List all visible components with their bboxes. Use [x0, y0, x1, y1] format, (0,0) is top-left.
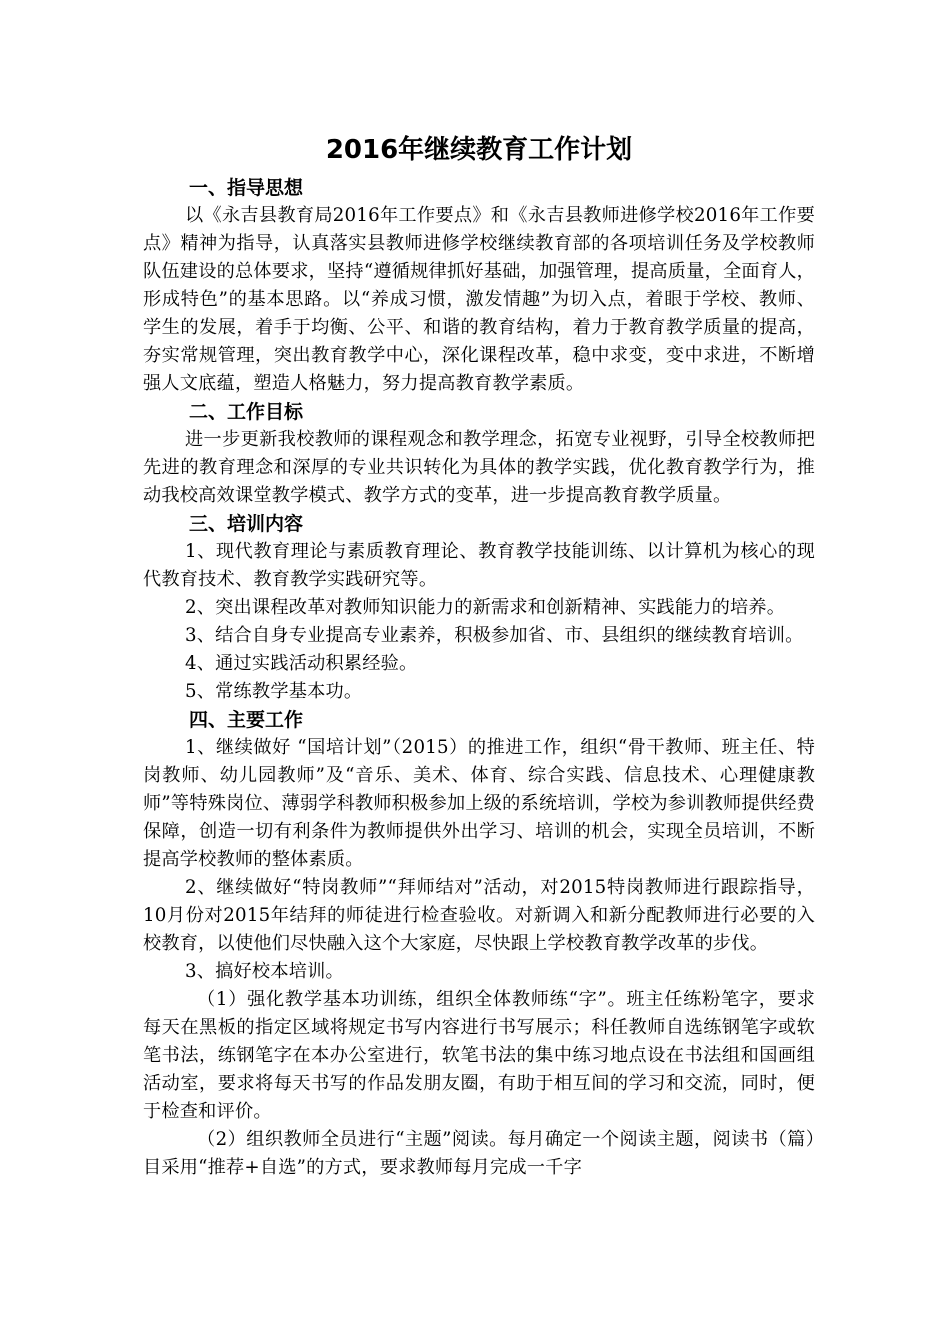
section-training-content [143, 510, 815, 706]
section-heading: 二、工作目标 [189, 401, 304, 423]
section-main-work [143, 706, 815, 1182]
paragraph: 2、继续做好“特岗教师”“拜师结对”活动，对2015特岗教师进行跟踪指导，10月份对2015年结拜的师徒进行检查验收。对新调入和新分配教师进行必要的入校教育，以使他们尽快融入这个大家庭，尽快跟上学校教育教学改革的步伐。 [143, 877, 815, 954]
paragraph: 1、现代教育理论与素质教育理论、教育教学技能训练、以计算机为核心的现代教育技术、教育教学实践研究等。 [143, 541, 815, 590]
paragraph: 以《永吉县教育局2016年工作要点》和《永吉县教师进修学校2016年工作要点》精神为指导，认真落实县教师进修学校继续教育部的各项培训任务及学校教师队伍建设的总体要求，坚持“遵循规律抓好基础，加强管理，提高质量，全面育人，形成特色”的基本思路。以“养成习惯，激发情趣”为切入点，着眼于学校、教师、学生的发展，着手于均衡、公平、和谐的教育结构，着力于教育教学质量的提高，夯实常规管理，突出教育教学中心，深化课程改革，稳中求变，变中求进，不断增强人文底蕴，塑造人格魅力，努力提高教育教学素质。 [143, 205, 815, 394]
paragraph: 2、突出课程改革对教师知识能力的新需求和创新精神、实践能力的培养。 [185, 597, 786, 618]
sub-paragraph: （2）组织教师全员进行“主题”阅读。每月确定一个阅读主题，阅读书（篇）目采用“推荐+自选”的方式，要求教师每月完成一千字 [143, 1129, 815, 1178]
document-title: 2016年继续教育工作计划 [325, 135, 633, 165]
document-page [143, 128, 815, 1182]
paragraph: 3、搞好校本培训。 [185, 961, 344, 982]
section-heading: 三、培训内容 [189, 513, 304, 535]
paragraph: 3、结合自身专业提高专业素养，积极参加省、市、县组织的继续教育培训。 [185, 625, 804, 646]
section-heading: 一、指导思想 [189, 177, 304, 199]
paragraph: 5、常练教学基本功。 [185, 681, 363, 702]
paragraph: 1、继续做好 “国培计划”（2015）的推进工作，组织“骨干教师、班主任、特岗教师、幼儿园教师”及“音乐、美术、体育、综合实践、信息技术、心理健康教师”等特殊岗位、薄弱学科教师积极参加上级的系统培训，学校为参训教师提供经费保障，创造一切有利条件为教师提供外出学习、培训的机会，实现全员培训，不断提高学校教师的整体素质。 [143, 737, 815, 870]
section-guiding-ideology [143, 174, 815, 398]
paragraph: 4、通过实践活动积累经验。 [185, 653, 418, 674]
section-heading: 四、主要工作 [189, 709, 304, 731]
paragraph: 进一步更新我校教师的课程观念和教学理念，拓宽专业视野，引导全校教师把先进的教育理念和深厚的专业共识转化为具体的教学实践，优化教育教学行为，推动我校高效课堂教学模式、教学方式的变革，进一步提高教育教学质量。 [143, 429, 815, 506]
section-work-goals [143, 398, 815, 510]
sub-paragraph: （1）强化教学基本功训练，组织全体教师练“字”。班主任练粉笔字，要求每天在黑板的指定区域将规定书写内容进行书写展示；科任教师自选练钢笔字或软笔书法，练钢笔字在本办公室进行，软笔书法的集中练习地点设在书法组和国画组活动室，要求将每天书写的作品发朋友圈，有助于相互间的学习和交流，同时，便于检查和评价。 [143, 989, 815, 1122]
